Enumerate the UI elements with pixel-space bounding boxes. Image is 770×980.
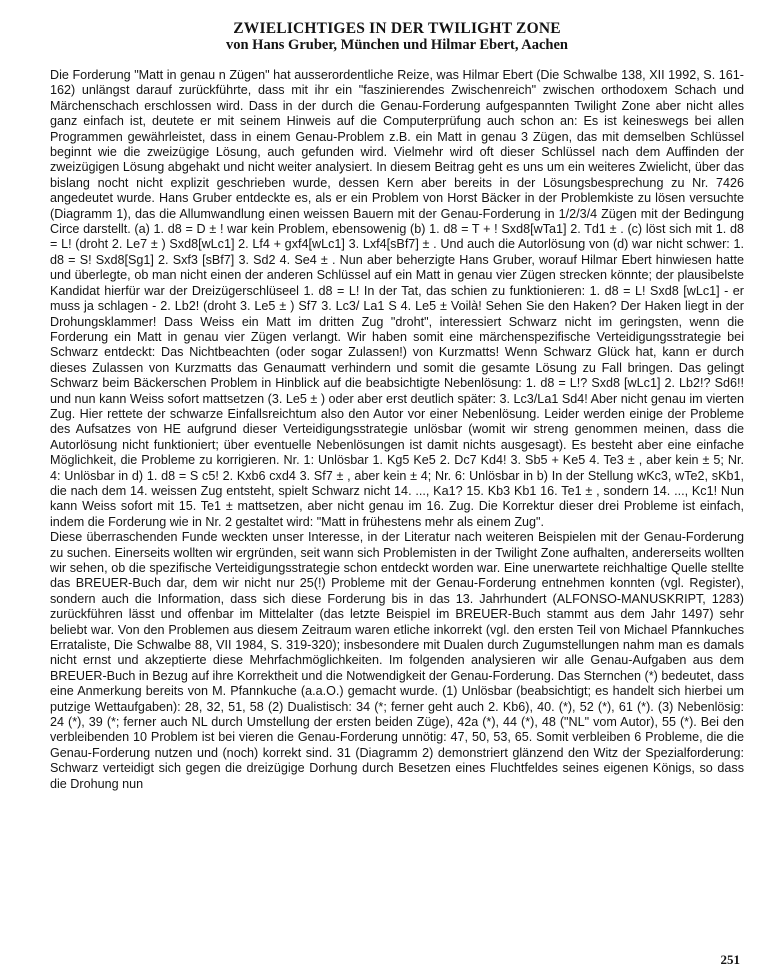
article-byline: von Hans Gruber, München und Hilmar Ebert, Aachen: [225, 37, 568, 53]
paragraph-1: Die Forderung "Matt in genau n Zügen" hat ausserordentliche Reize, was Hilmar Ebert (Die Schwalbe 138, XII 1992, S. 161-162) unlängst darauf zurückführte, dass mit ihr ein "faszinierendes Zwischenreich" zwischen orthodoxem Schach und Märchenschach erschlossen wird. Dass in der durch die Genau-Forderung aufgespannten Twilight Zone aber nicht alles ganz einfach ist, deutete er mit seinem Hinweis auf die Computerprüfung auch schon an: Es ist keineswegs bei allen Programmen gewährleistet, dass in einem Genau-Problem z.B. ein Matt in genau 3 Zügen, das mit demselben Schlüssel beginnt wie die zweizügige Lösung, auch gefunden wird. Vielmehr wird oft dieser Schlüssel nach dem Auffinden der zweizügigen Lösung abgehakt und nicht weiter analysiert. In diesem Beitrag geht es uns um ein weiteres Zwielicht, über das bislang nocht nicht explizit geschrieben wurde, dessen Kern aber bereits in der Lösungsbesprechung zu Nr. 7426 angedeutet wurde. Hans Gruber entdeckte es, als er ein Problem von Horst Bäcker in der Problemkiste zu lösen versuchte (Diagramm 1), das die Allumwandlung einen weissen Bauern mit der Genau-Forderung in 1/2/3/4 Zügen mit der Bedingung Circe darstellt. (a) 1. d8 = D ± ! war kein Problem, ebensowenig (b) 1. d8 = T + ! Sxd8[wTa1] 2. Td1 ± . (c) löst sich mit 1. d8 = L! (droht 2. Le7 ± ) Sxd8[wLc1] 2. Lf4 + gxf4[wLc1] 3. Lxf4[sBf7] ± . Und auch die Autorlösung von (d) war nicht schwer: 1. d8 = S! Sxd8[Sg1] 2. Sxf3 [sBf7] 3. Sd2 4. Se4 ± . Nun aber beherzigte Hans Gruber, worauf Hilmar Ebert hinwiesen hatte und überlegte, ob man nicht einen der anderen Schlüssel auf ein Matt in genau vier Zügen strecken könnte; der plausibelste Kandidat hierfür war der Dreizügerschlüseel 1. d8 = L! In der Tat, das schien zu funktionieren: 1. d8 = L! Sxd8 [wLc1] - er muss ja schlagen - 2. Lb2! (droht 3. Le5 ± ) Sf7 3. Lc3/ La1 S 4. Le5 ± Voilà! Sehen Sie den Haken? Der Haken liegt in der Drohungsklammer! Dass Weiss ein Matt im dritten Zug "droht", interessiert Schwarz nicht im geringsten, wenn die Forderung ein Matt in genau vier Zügen verlangt. Wir haben somit eine märchenspezifische Verteidigungsstrategie bei Schwarz entdeckt: Das Nichtbeachten (oder sogar Zulassen!) von Kurzmatts! Wenn Schwarz Glück hat, kann er durch dieses Zulassen von Kurzmatts das Genaumatt verhindern und somit die gesamte Lösung zu Fall bringen. Das gelingt Schwarz beim Bäckerschen Problem in Hinblick auf die beabsichtigte Nebenlösung: 1. d8 = L!? Sxd8 [wLc1] 2. Lb2!? Sd6!! und nun kann Weiss sofort mattsetzen (3. Le5 ± ) oder aber erst deutlich später: 3. Lc3/La1 Sd4! Aber nicht genau im vierten Zug. Hier rettete der schwarze Einfallsreichtum also den Autor vor einer Nebenlösung. Leider werden einige der Probleme des Aufsatzes von HE aufgrund dieser Verteidigungsstrategie unlösbar (womit wir streng genommen meinen, dass die Autorlösung nicht funktioniert; über eventuelle Nebenlösungen ist damit nichts ausgesagt). Es besteht aber eine einfache Möglichkeit, die Probleme zu korrigieren. Nr. 1: Unlösbar 1. Kg5 Ke5 2. Dc7 Kd4! 3. Sb5 + Ke5 4. Te3 ± , aber kein ± 5; Nr. 4: Unlösbar in d) 1. d8 = S c5! 2. Kxb6 cxd4 3. Sf7 ± , aber kein ± 4; Nr. 6: Unlösbar in b) In der Stellung wKc3, wTe2, sKb1, die nach dem 14. weissen Zug entsteht, spielt Schwarz nicht 14. ..., Ka1? 15. Kb3 Kb1 16. Te1 ± , sondern 14. ..., Kc1! Nun kann Weiss sofort mit 15. Te1 ± mattsetzen, aber nicht genau im 16. Zug. Die Korrektur dieser drei Probleme ist einfach, indem die Forderung wie in Nr. 2 gestaltet wird: "Matt in frühestens mehr als einem Zug".: [50, 68, 744, 529]
page-number: 251: [720, 952, 740, 967]
paragraph-2: Diese überraschenden Funde weckten unser Interesse, in der Literatur nach weiteren Beispielen mit der Genau-Forderung zu suchen. Einerseits wollten wir ergründen, seit wann sich Problemisten in der Twilight Zone aufhalten, andererseits wollten wir sehen, ob die spezifische Verteidigungsstrategie schon entdeckt worden war. Eine unerwartete reichhaltige Quelle stellte das BREUER-Buch dar, dem wir nicht nur 25(!) Probleme mit der Genau-Forderung entnehmen konnten (vgl. Register), sondern auch die Information, dass sich diese Forderung bis in das 13. Jahrhundert (ALFONSO-MANUSKRIPT, 1283) zurückführen lässt und offenbar im Mittelalter (das letzte Beispiel im BREUER-Buch stammt aus dem Jahr 1497) sehr beliebt war. Von den Problemen aus diesem Zeitraum waren etliche inkorrekt (vgl. den ersten Teil von Michael Pfannkuches Errataliste, Die Schwalbe 88, VII 1984, S. 319-320); insbesondere mit Dualen durch Zugumstellungen nahm man es damals nicht ernst und akzeptierte diese Mehrfachmöglichkeiten. Im folgenden analysieren wir alle Genau-Aufgaben aus dem BREUER-Buch in Bezug auf ihre Korrektheit und die Notwendigkeit der Genau-Forderung. Das Sternchen (*) bedeutet, dass eine Anmerkung bereits von M. Pfannkuche (a.a.O.) gemacht wurde. (1) Unlösbar (beabsichtigt; es handelt sich hierbei um putzige Wettaufgaben): 28, 32, 51, 58 (2) Dualistisch: 34 (*; ferner geht auch 2. Kb6), 40. (*), 52 (*), 61 (*). (3) Nebenlösig: 24 (*), 39 (*; ferner auch NL durch Umstellung der ersten beiden Züge), 42a (*), 44 (*), 48 ("NL" vom Autor), 55 (*). Bei den verbleibenden 10 Problem ist bei vieren die Genau-Forderung unnötig: 47, 50, 53, 65. Somit verbleiben 6 Probleme, die die Genau-Forderung nutzen und (noch) korrekt sind. 31 (Diagramm 2) demonstriert glänzend den Witz der Spezialforderung: Schwarz verteidigt sich gegen die dreizügige Dorhung durch Besetzen eines Fluchtfeldes seines eigenen Königs, so dass die Drohung nun: [50, 530, 744, 791]
article-title: ZWIELICHTIGES IN DER TWILIGHT ZONE: [233, 20, 561, 37]
article-body: [50, 68, 744, 792]
